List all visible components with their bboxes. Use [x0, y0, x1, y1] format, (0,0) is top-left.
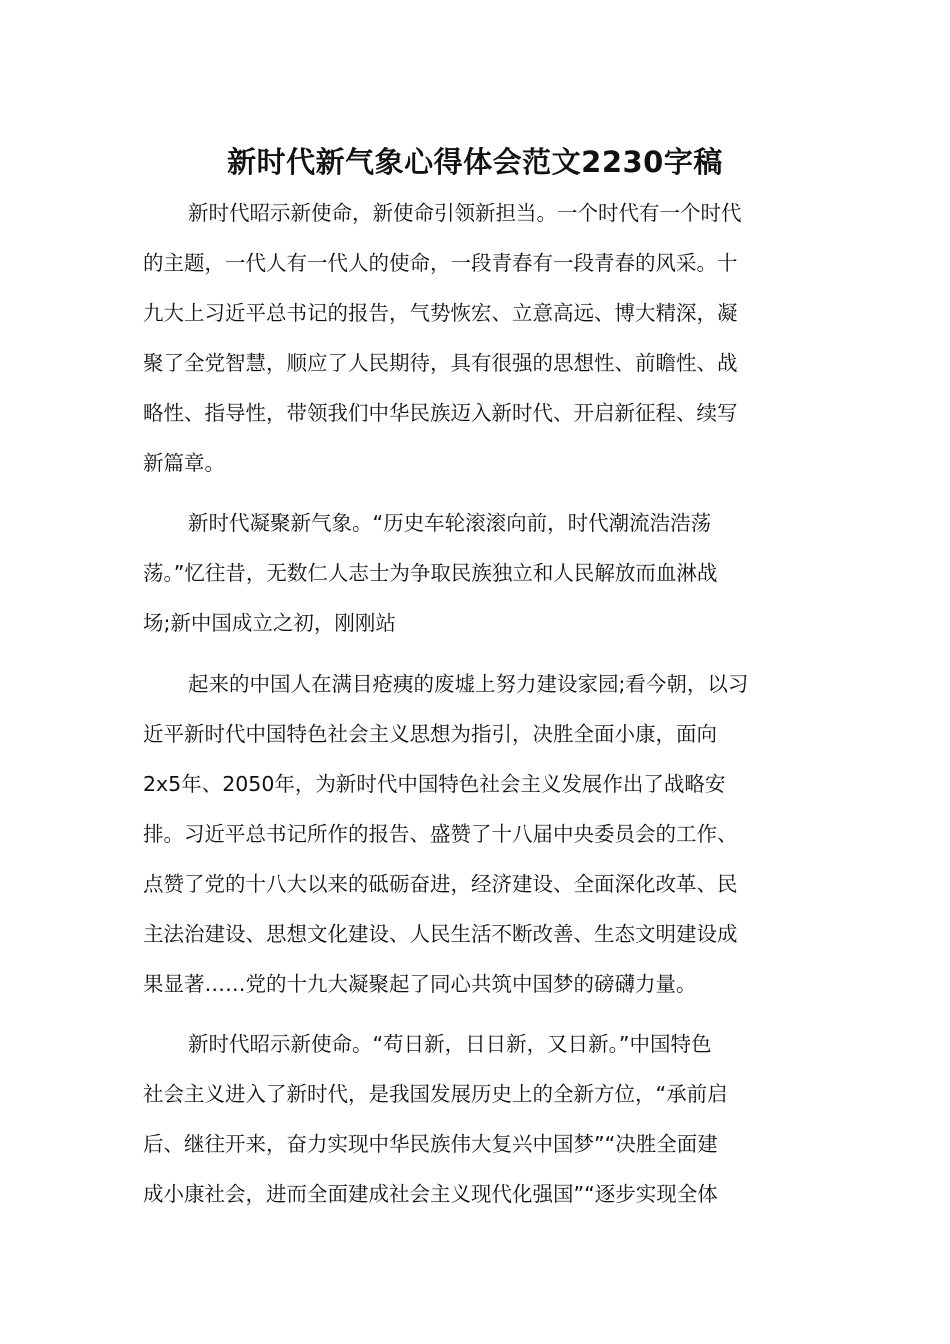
paragraph-3 [143, 659, 803, 1009]
paragraph-line: 新时代凝聚新气象。“历史车轮滚滚向前，时代潮流浩浩荡 [188, 511, 712, 535]
paragraph-line: 新篇章。 [143, 451, 225, 475]
paragraph-line: 排。习近平总书记所作的报告、盛赞了十八届中央委员会的工作、 [143, 822, 738, 846]
paragraph-line: 2x5年、2050年，为新时代中国特色社会主义发展作出了战略安 [143, 772, 726, 796]
paragraph-line: 点赞了党的十八大以来的砥砺奋进，经济建设、全面深化改革、民 [143, 872, 738, 896]
paragraph-line: 场;新中国成立之初，刚刚站 [143, 611, 396, 635]
paragraph-line: 九大上习近平总书记的报告，气势恢宏、立意高远、博大精深，凝 [143, 301, 738, 325]
paragraph-line: 聚了全党智慧，顺应了人民期待，具有很强的思想性、前瞻性、战 [143, 351, 738, 375]
paragraph-line: 荡。”忆往昔，无数仁人志士为争取民族独立和人民解放而血淋战 [143, 561, 718, 585]
document-title-text: 新时代新气象心得体会范文2230字稿 [227, 145, 723, 179]
paragraph-line: 略性、指导性，带领我们中华民族迈入新时代、开启新征程、续写 [143, 401, 738, 425]
paragraph-line: 新时代昭示新使命，新使命引领新担当。一个时代有一个时代 [188, 201, 742, 225]
paragraph-line: 社会主义进入了新时代，是我国发展历史上的全新方位，“承前启 [143, 1082, 728, 1106]
paragraph-line: 主法治建设、思想文化建设、人民生活不断改善、生态文明建设成 [143, 922, 738, 946]
paragraph-4 [143, 1019, 803, 1219]
paragraph-line: 成小康社会，进而全面建成社会主义现代化强国”“逐步实现全体 [143, 1182, 718, 1206]
paragraph-2 [143, 498, 803, 648]
paragraph-line: 新时代昭示新使命。“苟日新，日日新，又日新。”中国特色 [188, 1032, 712, 1056]
document-title [0, 140, 950, 184]
paragraph-line: 近平新时代中国特色社会主义思想为指引，决胜全面小康，面向 [143, 722, 717, 746]
paragraph-1 [143, 188, 803, 488]
paragraph-line: 的主题，一代人有一代人的使命，一段青春有一段青春的风采。十 [143, 251, 738, 275]
paragraph-line: 后、继往开来，奋力实现中华民族伟大复兴中国梦”“决胜全面建 [143, 1132, 718, 1156]
paragraph-line: 果显著……党的十九大凝聚起了同心共筑中国梦的磅礴力量。 [143, 972, 697, 996]
paragraph-line: 起来的中国人在满目疮痍的废墟上努力建设家园;看今朝，以习 [188, 672, 749, 696]
